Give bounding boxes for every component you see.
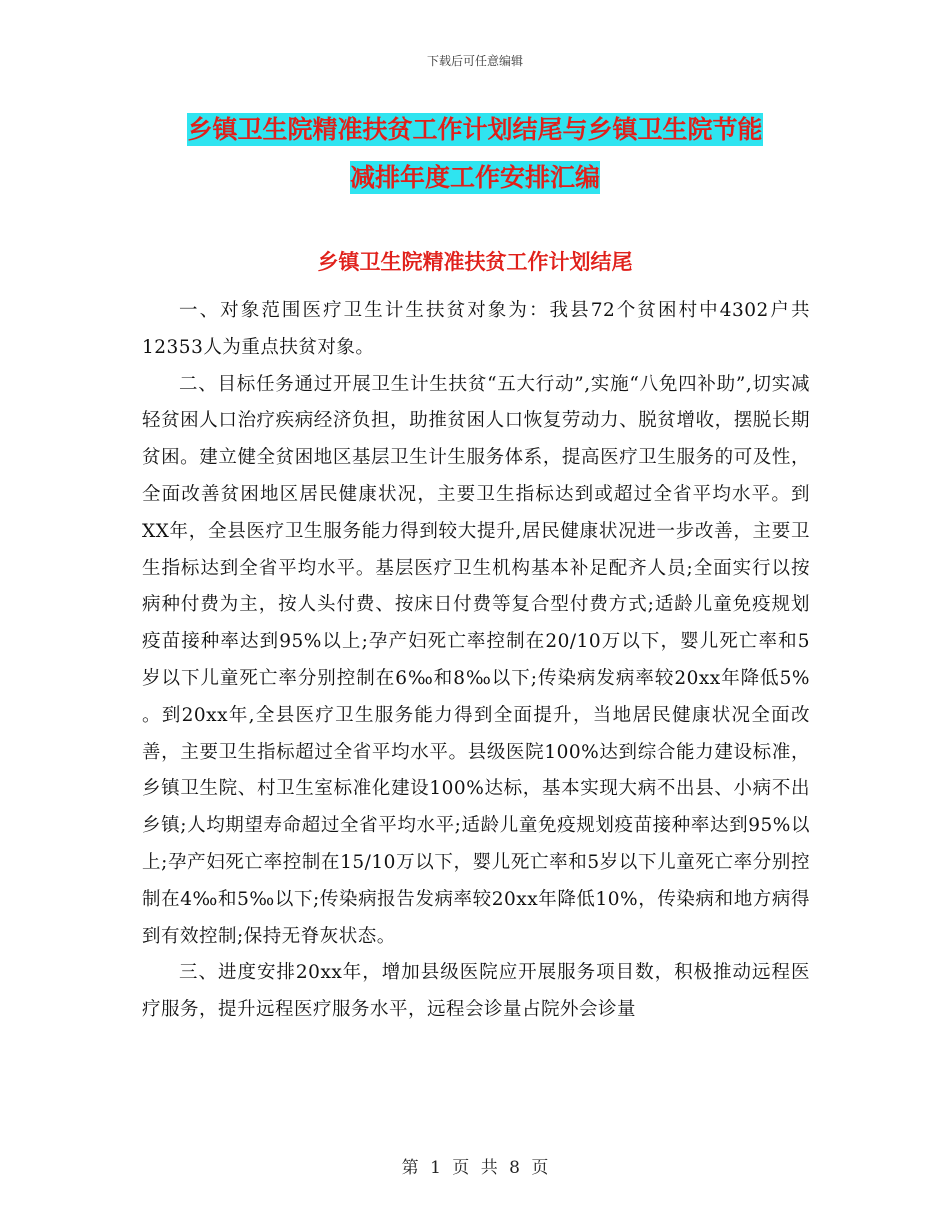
paragraph-target-scope: 一、对象范围医疗卫生计生扶贫对象为：我县72个贫困村中4302户共12353人为重点扶贫对象。 [142, 300, 810, 358]
paragraph-schedule: 三、进度安排20xx年，增加县级医院应开展服务项目数，积极推动远程医疗服务，提升远程医疗服务水平，远程会诊量占院外会诊量 [142, 962, 810, 1021]
document-body [142, 293, 810, 1029]
document-title-line-2: 减排年度工作安排汇编 [349, 163, 600, 192]
page-header-note: 下载后可任意编辑 [426, 54, 523, 68]
document-title [140, 106, 810, 202]
section-title: 乡镇卫生院精准扶贫工作计划结尾 [317, 250, 633, 274]
page-footer-pagination: 第 1 页 共 8 页 [401, 1158, 549, 1178]
paragraph-goals-tasks: 二、目标任务通过开展卫生计生扶贫“五大行动”,实施“八免四补助”,切实减轻贫困人口治疗疾病经济负担，助推贫困人口恢复劳动力、脱贫增收，摆脱长期贫困。建立健全贫困地区基层卫生计生服务体系，提高医疗卫生服务的可及性，全面改善贫困地区居民健康状况，主要卫生指标达到或超过全省平均水平。到XX年，全县医疗卫生服务能力得到较大提升,居民健康状况进一步改善，主要卫生指标达到全省平均水平。基层医疗卫生机构基本补足配齐人员;全面实行以按病种付费为主，按人头付费、按床日付费等复合型付费方式;适龄儿童免疫规划疫苗接种率达到95%以上;孕产妇死亡率控制在20/10万以下，婴儿死亡率和5岁以下儿童死亡率分别控制在6‰和8‰以下;传染病发病率较20xx年降低5% 。到20xx年,全县医疗卫生服务能力得到全面提升，当地居民健康状况全面改善，主要卫生指标超过全省平均水平。县级医院100%达到综合能力建设标准，乡镇卫生院、村卫生室标准化建设100%达标，基本实现大病不出县、小病不出乡镇;人均期望寿命超过全省平均水平;适龄儿童免疫规划疫苗接种率达到95%以上;孕产妇死亡率控制在15/10万以下，婴儿死亡率和5岁以下儿童死亡率分别控制在4‰和5‰以下;传染病报告发病率较20xx年降低10%，传染病和地方病得到有效控制;保持无脊灰状态。 [142, 373, 810, 947]
document-title-line-1: 乡镇卫生院精准扶贫工作计划结尾与乡镇卫生院节能 [187, 115, 763, 144]
